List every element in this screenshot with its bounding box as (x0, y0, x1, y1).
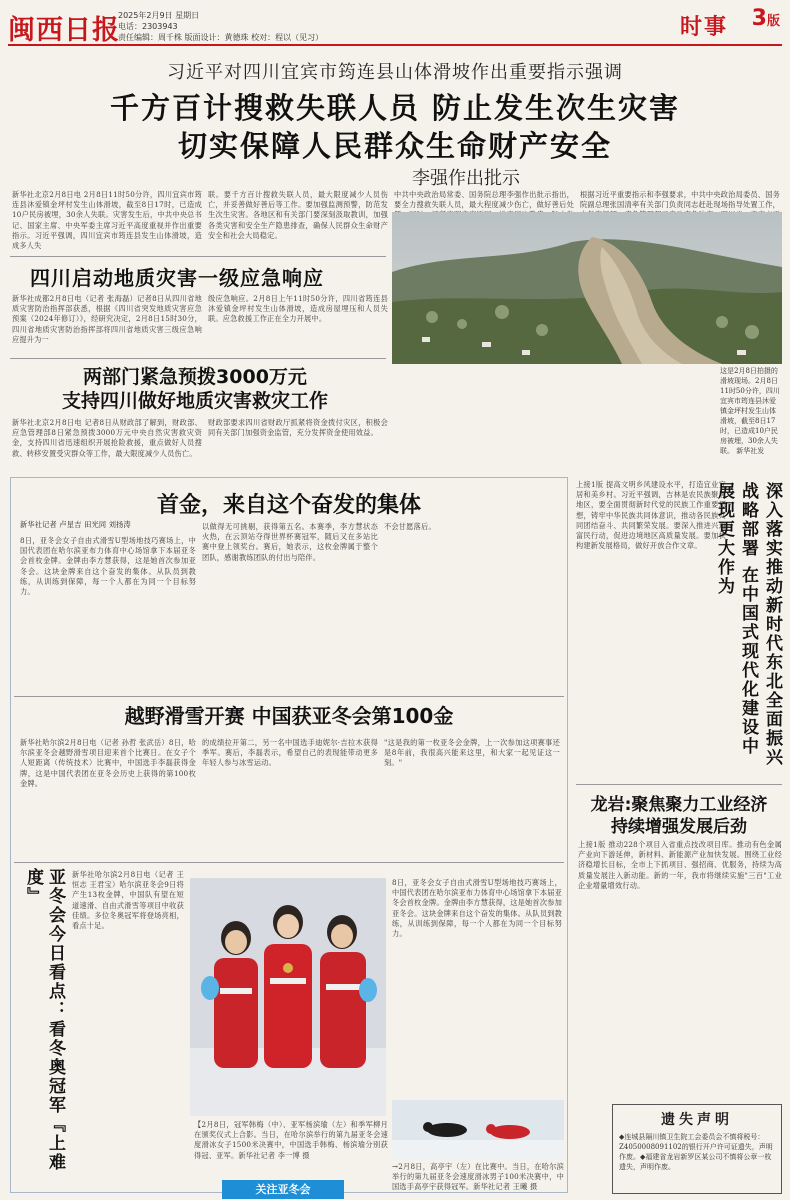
page-number-value: 3 (751, 6, 767, 31)
newspaper-logo: 闽西日报 (8, 15, 120, 46)
lead-kicker: 习近平对四川宜宾市筠连县山体滑坡作出重要指示强调 (167, 62, 623, 83)
divider (10, 358, 386, 359)
divider (576, 784, 782, 785)
page-number (752, 6, 780, 31)
podium-photo-caption: 【2月8日，冠军韩梅（中）、亚军杨滨瑜（左）和季军柳月在颁奖仪式上合影。当日，在哈尔滨举行的第九届亚冬会速度滑冰女子1500米决赛中，中国选手韩梅、杨滨瑜分别获得冠、亚军。新华社记者 李一博 摄 (194, 1120, 388, 1160)
lead-byline: 李强作出批示 (412, 168, 520, 189)
emergency-col-1: 新华社成都2月8日电（记者 张海磊）记者8日从四川省地质灾害防治指挥部获悉，根据《四川省突发地质灾害应急预案（2024年修订）》，经研究决定，2月8日15时30分，四川省地质灾害防治指挥部将四川省地质灾害三级应急响应提升为一 (12, 294, 202, 344)
speed-skating-illustration (392, 1100, 564, 1160)
skiing-title: 越野滑雪开赛 中国获亚冬会第100金 (124, 704, 454, 728)
skiing-col-2: 的成绩拉开第二，另一名中国选手迪妮尔·吉拉木获得季军。赛后，李磊表示，希望自己的表现能带动更多年轻人参与冰雪运动。 (202, 738, 378, 768)
ice-feature-title: 首金，来自这个奋发的集体 (156, 493, 421, 518)
lead-col-4: 根据习近平重要指示和李强要求，中共中央政治局委员、国务院副总理张国清率有关部门负责同志赶赴现场指导处置工作， (580, 190, 780, 210)
speed-skating-caption: →2月8日，高亭宇（左）在比赛中。当日，在哈尔滨举行的第九届亚冬会速度滑冰男子100米决赛中，中国选手高亭宇获得冠军。新华社记者 王曦 摄 (392, 1162, 564, 1192)
lost-notice-title: 遗失声明 (661, 1112, 733, 1128)
lead-headline-2: 切实保障人民群众生命财产安全 (177, 129, 612, 163)
longyan-body: 上接1版 推动228个项目入省重点技改项目库。推动有色金属产业向下游延伸，新材料、新能源产业加快发展。围绕工业经济稳增长目标，全市上下抓项目、强招商、优服务，持续为高质量发展注入新动能。新的一年，我市将继续实施"三百"工业企业增量增效行动。 (578, 840, 782, 890)
issue-editors: 责任编辑：周千株 版面设计：黄德珠 校对：程以（见习） (118, 33, 324, 42)
ice-feature-byline: 新华社记者 卢星吉 田光同 刘扬涛 (20, 520, 131, 529)
podium-photo (190, 878, 386, 1116)
funding-title-1: 两部门紧急预拨3000万元 (83, 366, 307, 388)
section-name: 时事 (679, 15, 728, 40)
divider (14, 862, 564, 863)
skiing-col-3: "这是我的第一枚亚冬会金牌，上一次参加这项赛事还是8年前，我很高兴能来这里，和大家一起见证这一刻。" (384, 738, 560, 768)
lead-col-2: 联。要千方百计搜救失联人员，最大限度减少人员伤亡，并妥善做好善后等工作。要加强监测预警，防范发生次生灾害。各地区和有关部门要深刻汲取教训，加强各类灾害和安全生产隐患排查，确保人民群众生命财产安全和社会大局稳定。 (208, 190, 388, 240)
podium-photo-illustration (190, 878, 386, 1116)
landslide-caption: 这是2月8日拍摄的滑坡现场。2月8日11时50分许，四川宜宾市筠连县沐爱镇金坪村发生山体滑坡，截至8日17时，已造成10户民房被埋，30余人失联。 新华社发 (720, 367, 780, 455)
landslide-photo (392, 212, 782, 364)
skiing-col-1: 新华社哈尔滨2月8日电（记者 孙哲 张武岳）8日，哈尔滨亚冬会越野滑雪项目迎来首个比赛日。在女子个人短距离（传统技术）比赛中，中国选手李磊获得金牌，这是中国代表团在亚冬会历史上获得的第100枚金牌。 (20, 738, 196, 788)
issue-meta (118, 10, 323, 43)
ice-feature-col-2: 以做得无可挑剔，获得第五名。本赛季，李方慧状态火热，在云顶站夺得世界杯赛冠军，随后又在多站比赛中登上领奖台。赛后，她表示，这枚金牌属于整个团队，感谢教练团队的付出与陪伴。 (202, 522, 378, 562)
speed-skating-photo (392, 1100, 564, 1160)
emergency-title: 四川启动地质灾害一级应急响应 (30, 266, 324, 290)
issue-date: 2025年2月9日 星期日 (118, 11, 200, 20)
issue-phone: 电话：2303943 (118, 22, 178, 31)
page-suffix: 版 (766, 14, 780, 29)
lead-col-1: 新华社北京2月8日电 2月8日11时50分许，四川宜宾市筠连县沐爱镇金坪村发生山体滑坡，截至8日17时，已造成10户民房被埋，30余人失联。灾害发生后，中共中央总书记、国家主席、中央军委主席习近平高度重视并作出重要指示。习近平强调，四川宜宾市筠连县发生山体滑坡，造成多人失 (12, 190, 202, 251)
lost-notice-body: ◆连城县隔川镇卫生院工会委员会不慎将税号：Z4050008091102的银行开户许可证遗失，声明作废。◆福建省龙岩新罗区某公司不慎将公章一枚遗失，声明作废。 (619, 1133, 773, 1171)
funding-title-2: 支持四川做好地质灾害救灾工作 (61, 390, 328, 412)
longyan-title-1: 龙岩:聚焦聚力工业经济 (590, 795, 768, 815)
ice-feature-col-1: 8日，亚冬会女子自由式滑雪U型场地技巧赛场上，中国代表团在哈尔滨亚布力体育中心场馆拿下本届亚冬会首枚金牌。金牌由李方慧获得，这是她首次参加亚冬会。这块金牌来自这个奋发的集体。从队员到教练，从训练到保障，每一个人都在为同一个目标努力。 (20, 536, 196, 597)
masthead (8, 6, 782, 46)
side-column-body: 新华社哈尔滨2月8日电（记者 王恒志 王君宝）哈尔滨亚冬会9日将产生13枚金牌，中国队有望在短道速滑、自由式滑雪等项目中收获佳绩。多位冬奥冠军将登场亮相，看点十足。 (72, 870, 184, 931)
divider (14, 696, 564, 697)
funding-col-1: 新华社北京2月8日电 记者8日从财政部了解到，财政部、应急管理部8日紧急预拨3000万元中央自然灾害救灾资金，支持四川省迅速组织开展抢险救援，重点做好人员搜救、转移安置受灾群众等工作，最大限度减少人员伤亡。 (12, 418, 202, 458)
funding-col-2: 财政部要求四川省财政厅抓紧将资金拨付灾区，积极会同有关部门加强资金监管，充分发挥资金使用效益。 (208, 418, 388, 438)
northeast-title: 深入落实推动新时代东北全面振兴战略部署 在中国式现代化建设中展现更大作为 (714, 482, 782, 767)
divider (10, 256, 386, 257)
follow-tag: 关注亚冬会 (222, 1180, 344, 1199)
side-column-title: 亚冬会今日看点：看冬奥冠军『上难度』 (23, 868, 65, 1172)
northeast-body: 上接1版 提高文明乡风建设水平，打造宜业宜居和美乡村。习近平强调，吉林是农民族聚居地区，要全面贯彻新时代党的民族工作重要思想，铸牢中华民族共同体意识，推动各民族共同团结奋斗、共同繁荣发展。要深入推进兴边富民行动，促进边境地区高质量发展。要加快构建新发展格局，做好开放合作文章。 (576, 480, 726, 551)
longyan-title-2: 持续增强发展后劲 (611, 817, 747, 837)
lost-notice (612, 1104, 782, 1194)
ice-feature-col-3: 不会甘愿落后。 (384, 522, 436, 531)
lead-col-3: 中共中央政治局常委、国务院总理李强作出批示指出，要全力搜救失联人员，最大程度减少伤亡，做好善后处 (394, 190, 574, 210)
lead-headline-1: 千方百计搜救失联人员 防止发生次生灾害 (109, 91, 681, 125)
landslide-photo-illustration (392, 212, 782, 364)
emergency-col-2: 级应急响应。2月8日上午11时50分许，四川省筠连县沐爱镇金坪村发生山体滑坡，造成房屋埋压和人员失联。应急救援工作正在全力开展中。 (208, 294, 388, 324)
skiing-continuation: 8日，亚冬会女子自由式滑雪U型场地技巧赛场上，中国代表团在哈尔滨亚布力体育中心场馆拿下本届亚冬会首枚金牌。金牌由李方慧获得，这是她首次参加亚冬会。这块金牌来自这个奋发的集体。从队员到教练，从训练到保障，每一个人都在为同一个目标努力。 (392, 878, 562, 939)
